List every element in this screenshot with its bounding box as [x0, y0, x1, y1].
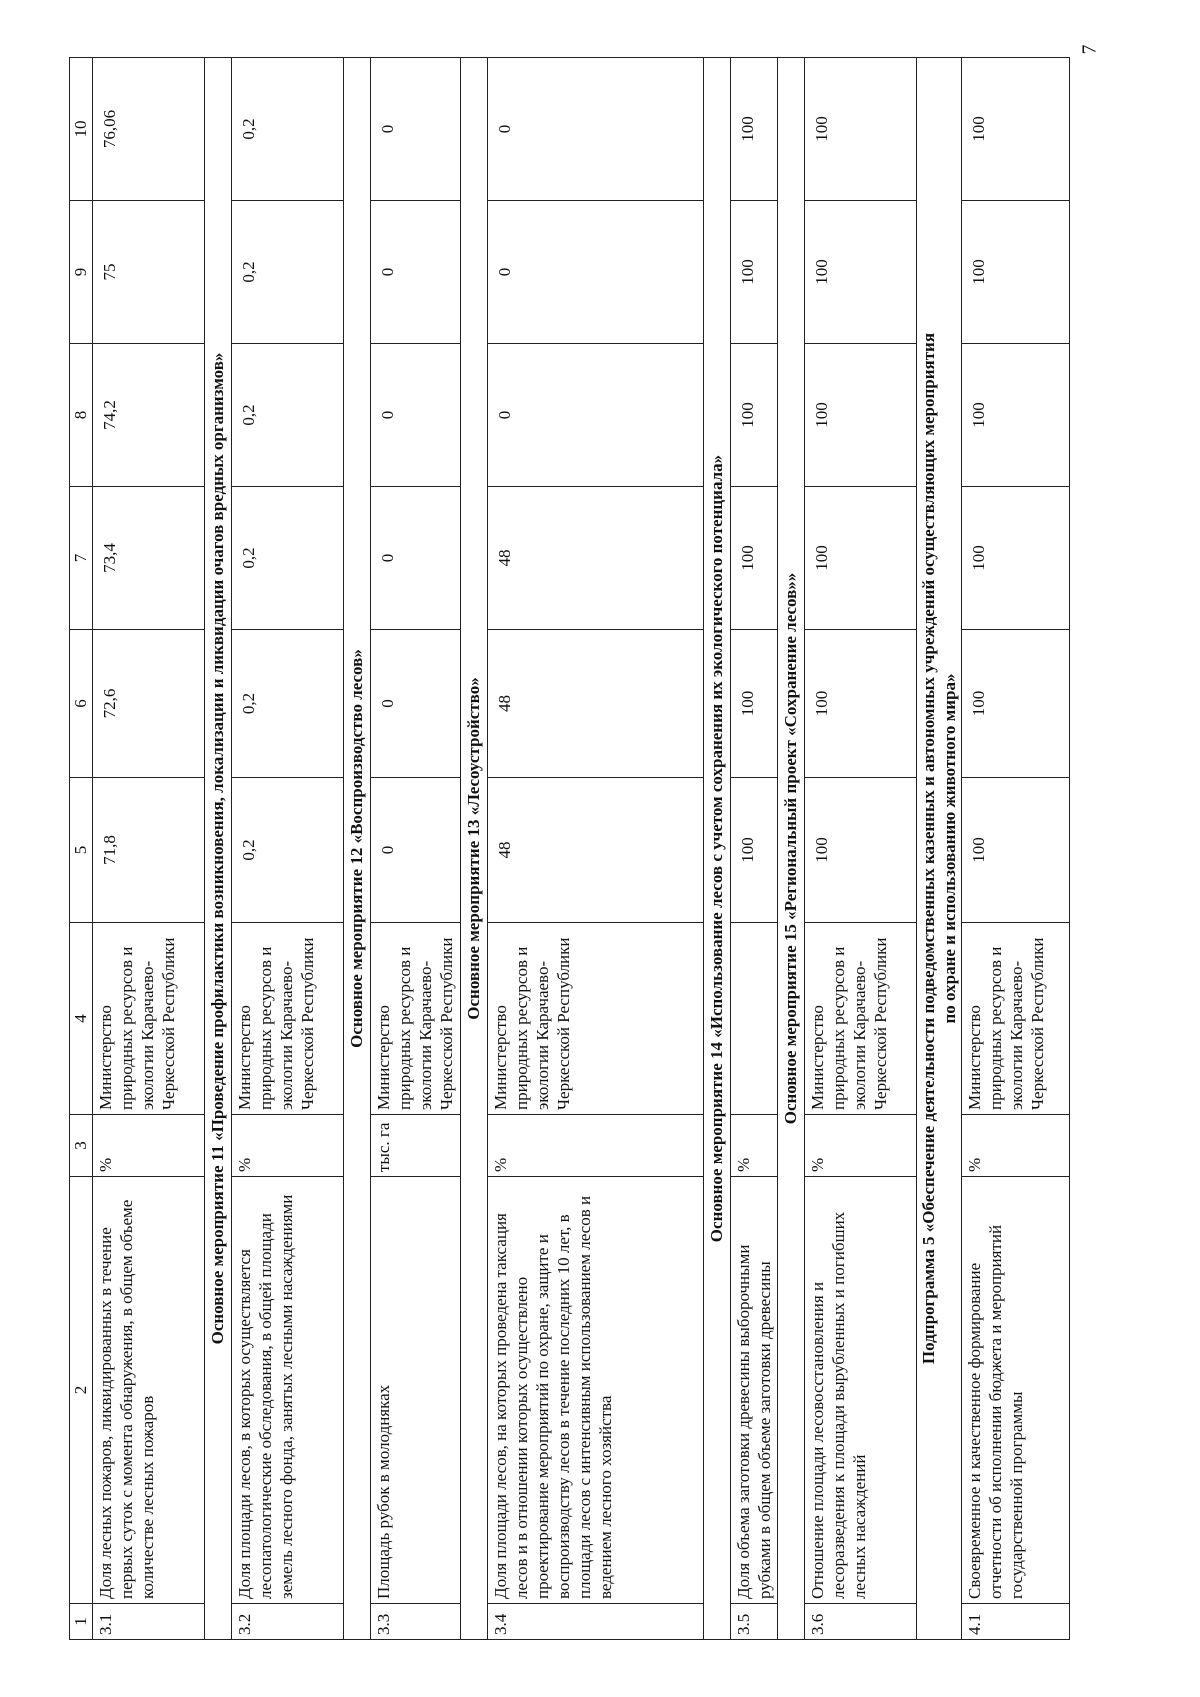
value-col-6: 100: [805, 630, 917, 778]
value-col-9: 100: [805, 201, 917, 344]
page-number: 7: [1078, 44, 1101, 55]
row-number: 3.2: [232, 1604, 344, 1640]
value-col-7: 100: [731, 487, 778, 630]
value-col-9: 0: [371, 201, 461, 344]
executor-cell: Министерство природных ресурсов и экологии Карачаево-Черкесской Республики: [805, 923, 917, 1115]
value-col-5: 100: [805, 778, 917, 923]
header-col-1: 1: [70, 1604, 93, 1640]
value-col-5: 0,2: [232, 778, 344, 923]
value-col-8: 74,2: [93, 344, 205, 487]
executor-cell: Министерство природных ресурсов и экологии Карачаево-Черкесской Республики: [488, 923, 704, 1115]
subprogram-title-line-1: Подпрограмма 5 «Обеспечение деятельности подведомственных казенных и автономных учреждений осуществляющих мероприятия: [919, 332, 938, 1365]
header-col-9: 9: [70, 201, 93, 344]
unit-cell: тыс. га: [371, 1115, 461, 1177]
value-col-5: 48: [488, 778, 704, 923]
executor-cell: [731, 923, 778, 1115]
value-col-6: 0: [371, 630, 461, 778]
header-col-2: 2: [70, 1177, 93, 1604]
indicator-name: Доля лесных пожаров, ликвидированных в течение первых суток с момента обнаружения, в общем объеме количестве лесных пожаров: [93, 1177, 205, 1604]
value-col-7: 100: [805, 487, 917, 630]
section-title: Основное мероприятие 11 «Проведение профилактики возникновения, локализации и ликвидации очагов вредных организмов»: [205, 58, 232, 1640]
value-col-10: 76,06: [93, 58, 205, 201]
value-col-10: 0: [371, 58, 461, 201]
value-col-6: 48: [488, 630, 704, 778]
value-col-10: 0,2: [232, 58, 344, 201]
value-col-9: 0: [488, 201, 704, 344]
section-row: [344, 58, 371, 1640]
value-col-6: 100: [731, 630, 778, 778]
value-col-6: 72,6: [93, 630, 205, 778]
unit-cell: %: [962, 1115, 1070, 1177]
indicator-name: Доля площади лесов, в которых осуществляется лесопатологические обследования, в общей площади земель лесного фонда, занятых лесными насаждениями: [232, 1177, 344, 1604]
header-col-3: 3: [70, 1115, 93, 1177]
executor-cell: Министерство природных ресурсов и экологии Карачаево-Черкесской Республики: [232, 923, 344, 1115]
indicator-name: Отношение площади лесовосстановления и лесоразведения к площади вырубленных и погибших лесных насаждений: [805, 1177, 917, 1604]
value-col-7: 0,2: [232, 487, 344, 630]
section-row: [461, 58, 488, 1640]
indicators-table: [69, 57, 1070, 1640]
section-row: [205, 58, 232, 1640]
unit-cell: %: [731, 1115, 778, 1177]
value-col-9: 75: [93, 201, 205, 344]
section-row: [704, 58, 731, 1640]
value-col-5: 0: [371, 778, 461, 923]
value-col-6: 0,2: [232, 630, 344, 778]
value-col-9: 0,2: [232, 201, 344, 344]
unit-cell: %: [93, 1115, 205, 1177]
value-col-5: 100: [731, 778, 778, 923]
value-col-8: 0: [488, 344, 704, 487]
row-number: 3.5: [731, 1604, 778, 1640]
value-col-6: 100: [962, 630, 1070, 778]
header-col-8: 8: [70, 344, 93, 487]
value-col-7: 100: [962, 487, 1070, 630]
section-row: [778, 58, 805, 1640]
indicator-name: Доля объема заготовки древесины выборочными рубками в общем объеме заготовки древесины: [731, 1177, 778, 1604]
value-col-8: 100: [731, 344, 778, 487]
header-row: [70, 58, 93, 1640]
table-row: [93, 58, 205, 1640]
header-col-10: 10: [70, 58, 93, 201]
unit-cell: %: [488, 1115, 704, 1177]
section-title: Основное мероприятие 13 «Лесоустройство»: [461, 58, 488, 1640]
subprogram-row: [917, 58, 962, 1640]
row-number: 4.1: [962, 1604, 1070, 1640]
header-col-4: 4: [70, 923, 93, 1115]
value-col-7: 0: [371, 487, 461, 630]
row-number: 3.1: [93, 1604, 205, 1640]
indicator-name: Площадь рубок в молодняках: [371, 1177, 461, 1604]
value-col-10: 100: [731, 58, 778, 201]
value-col-9: 100: [962, 201, 1070, 344]
value-col-5: 100: [962, 778, 1070, 923]
indicator-name: Своевременное и качественное формирование отчетности об исполнении бюджета и мероприятий государственной программы: [962, 1177, 1070, 1604]
value-col-9: 100: [731, 201, 778, 344]
rotated-table-container: [69, 58, 1131, 1640]
header-col-6: 6: [70, 630, 93, 778]
section-title: Основное мероприятие 15 «Региональный проект «Сохранение лесов»»: [778, 58, 805, 1640]
value-col-7: 73,4: [93, 487, 205, 630]
value-col-7: 48: [488, 487, 704, 630]
value-col-10: 100: [962, 58, 1070, 201]
executor-cell: Министерство природных ресурсов и экологии Карачаево-Черкесской Республики: [371, 923, 461, 1115]
row-number: 3.4: [488, 1604, 704, 1640]
subprogram-title-line-2: по охране и использованию животного мира»: [940, 673, 959, 1024]
section-title: Основное мероприятие 14 «Использование лесов с учетом сохранения их экологического потенциала»: [704, 58, 731, 1640]
section-title: Основное мероприятие 12 «Воспроизводство лесов»: [344, 58, 371, 1640]
value-col-8: 100: [805, 344, 917, 487]
row-number: 3.3: [371, 1604, 461, 1640]
header-col-7: 7: [70, 487, 93, 630]
row-number: 3.6: [805, 1604, 917, 1640]
unit-cell: %: [232, 1115, 344, 1177]
table-row: [805, 58, 917, 1640]
value-col-8: 100: [962, 344, 1070, 487]
executor-cell: Министерство природных ресурсов и экологии Карачаево-Черкесской Республики: [962, 923, 1070, 1115]
table-row: [962, 58, 1070, 1640]
value-col-10: 100: [805, 58, 917, 201]
value-col-5: 71,8: [93, 778, 205, 923]
value-col-10: 0: [488, 58, 704, 201]
table-row: [232, 58, 344, 1640]
table-row: [731, 58, 778, 1640]
value-col-8: 0: [371, 344, 461, 487]
value-col-8: 0,2: [232, 344, 344, 487]
table-body: [93, 58, 1070, 1640]
subprogram-title: [917, 58, 962, 1640]
executor-cell: Министерство природных ресурсов и экологии Карачаево-Черкесской Республики: [93, 923, 205, 1115]
header-col-5: 5: [70, 778, 93, 923]
indicator-name: Доля площади лесов, на которых проведена таксация лесов и в отношении которых осуществлено проектирование мероприятий по охране, защите и воспроизводству лесов в течение последних 10 лет, в площади лесов с интенсивным использованием лесов и ведением лесного хозяйства: [488, 1177, 704, 1604]
unit-cell: %: [805, 1115, 917, 1177]
table-row: [371, 58, 461, 1640]
table-row: [488, 58, 704, 1640]
